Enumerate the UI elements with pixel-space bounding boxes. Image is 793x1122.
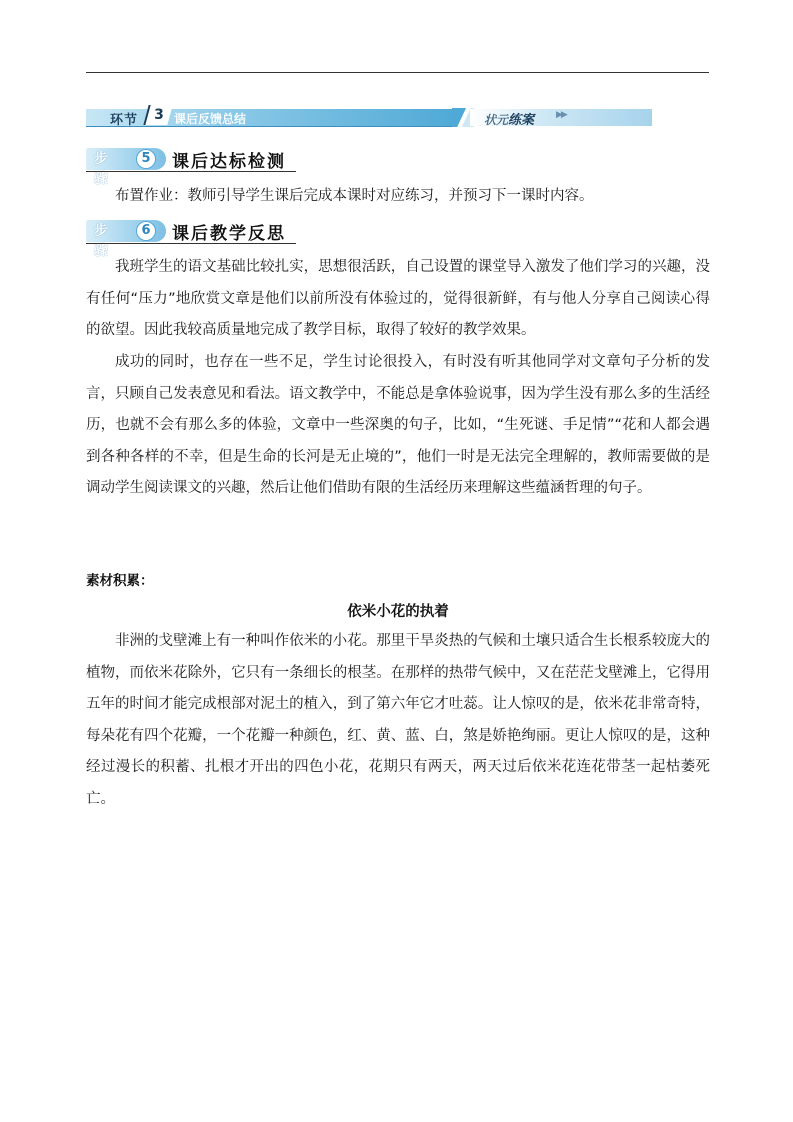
banner-right-label: 状元练案 xyxy=(484,113,535,128)
material-title: 依米小花的执着 xyxy=(347,604,449,620)
step-title: 课后教学反思 xyxy=(172,224,286,244)
banner-section-title: 课后反馈总结 xyxy=(174,112,247,126)
header-rule xyxy=(86,72,709,73)
reflection-paragraph-2: 成功的同时，也存在一些不足，学生讨论很投入，有时没有听其他同学对文章句子分析的发言，只顾自己发表意见和看法。语文教学中，不能总是拿体验说事，因为学生没有那么多的生活经历，也就不会有那么多的体验，文章中一些深奥的句子，比如，“生死谜、手足情”“花和人都会遇到各种各样的不幸，但是生命的长河是无止境的”，他们一时是无法完全理解的，教师需要做的是调动学生阅读课文的兴趣，然后让他们借助有限的生活经历来理解这些蕴涵哲理的句子。 xyxy=(86,354,710,496)
step-number-circle: 5 xyxy=(136,149,156,169)
step-title: 课后达标检测 xyxy=(172,152,286,172)
section-banner xyxy=(86,108,652,128)
banner-section-label: 环节 xyxy=(110,113,139,128)
reflection-paragraph-1: 我班学生的语文基础比较扎实，思想很活跃，自己设置的课堂导入激发了他们学习的兴趣，没有任何“压力”地欣赏文章是他们以前所没有体验过的，觉得很新鲜，有与他人分享自己阅读心得的欲望。因此我较高质量地完成了教学目标，取得了较好的教学效果。 xyxy=(86,259,710,338)
material-label: 素材积累： xyxy=(86,573,154,589)
step-underline xyxy=(86,243,296,244)
step-underline xyxy=(86,171,296,172)
banner-left-bar xyxy=(86,109,458,127)
step-badge-label: 步骤 xyxy=(94,223,110,259)
step-badge-label: 步骤 xyxy=(94,151,110,187)
banner-section-number: 3 xyxy=(143,105,172,125)
double-arrow-icon: ▶▶ xyxy=(556,110,566,120)
homework-paragraph: 布置作业：教师引导学生课后完成本课时对应练习，并预习下一课时内容。 xyxy=(115,188,594,204)
step-number-circle: 6 xyxy=(136,221,156,241)
material-paragraph: 非洲的戈壁滩上有一种叫作依米的小花。那里干旱炎热的气候和土壤只适合生长根系较庞大的植物，而依米花除外，它只有一条细长的根茎。在那样的热带气候中，又在茫茫戈壁滩上，它得用五年的时间才能完成根部对泥土的植入，到了第六年它才吐蕊。让人惊叹的是，依米花非常奇特，每朵花有四个花瓣，一个花瓣一种颜色，红、黄、蓝、白，煞是娇艳绚丽。更让人惊叹的是，这种经过漫长的积蓄、扎根才开出的四色小花，花期只有两天，两天过后依米花连花带茎一起枯萎死亡。 xyxy=(86,633,710,807)
